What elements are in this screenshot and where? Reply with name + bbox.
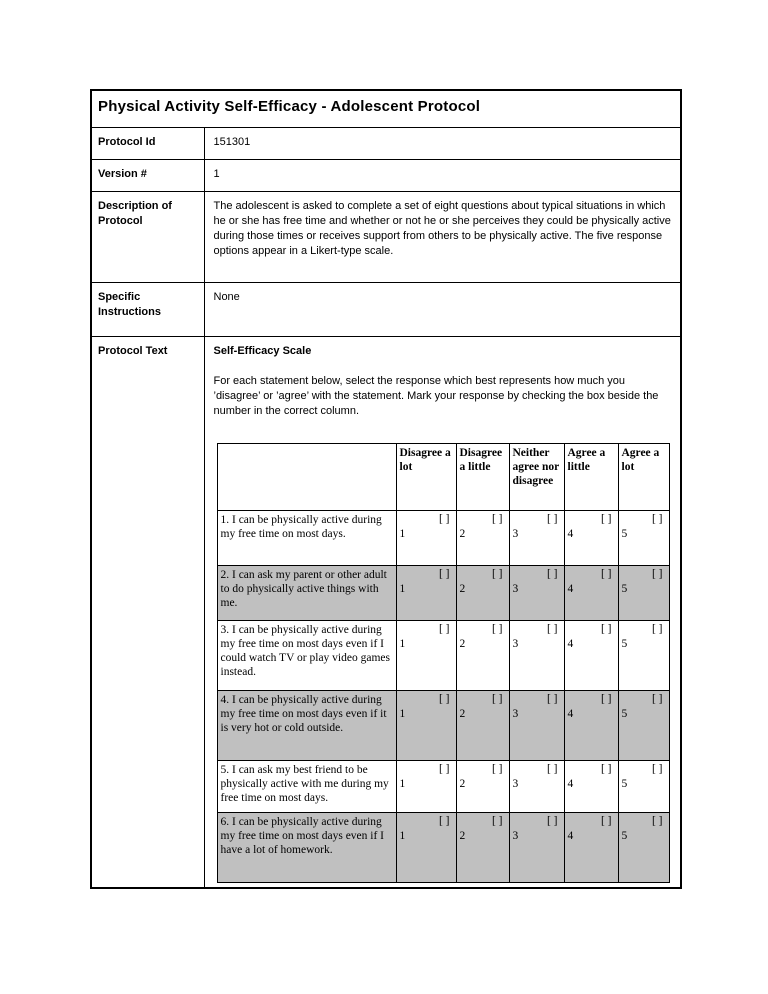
likert-row-1 [217,510,669,565]
checkbox-icon[interactable]: [ ] [491,762,503,775]
response-cell [564,760,618,812]
scale-number: 3 [512,637,519,650]
field-value-protocol-id: 151301 [204,127,681,159]
field-label-protocol-id: Protocol Id [91,127,204,159]
scale-number: 4 [567,777,574,790]
likert-header-row [217,443,669,510]
scale-number: 3 [512,829,519,842]
scale-instructions: For each statement below, select the response which best represents how much you ’disagree’ or ’agree’ with the statement. Mark your response by checking the box beside the number in the correct column. [213,374,659,417]
likert-row-6 [217,812,669,882]
scale-number: 2 [459,637,466,650]
scale-number: 1 [399,637,406,650]
checkbox-icon[interactable]: [ ] [651,692,663,705]
scale-number: 2 [459,707,466,720]
response-cell [396,565,456,620]
checkbox-icon[interactable]: [ ] [600,622,612,635]
statement-cell: 1. I can be physically active during my free time on most days. [217,510,396,565]
scale-number: 1 [399,582,406,595]
response-cell [456,510,509,565]
response-cell [509,620,564,690]
response-cell [456,812,509,882]
scale-number: 4 [567,582,574,595]
field-value-version: 1 [204,159,681,191]
field-label-description: Description of Protocol [91,191,204,282]
scale-number: 4 [567,829,574,842]
scale-number: 5 [621,637,628,650]
checkbox-icon[interactable]: [ ] [491,622,503,635]
scale-number: 1 [399,829,406,842]
scale-number: 4 [567,527,574,540]
scale-number: 5 [621,829,628,842]
scale-number: 2 [459,582,466,595]
scale-number: 2 [459,829,466,842]
checkbox-icon[interactable]: [ ] [438,567,450,580]
response-cell [509,760,564,812]
scale-number: 1 [399,707,406,720]
checkbox-icon[interactable]: [ ] [651,814,663,827]
checkbox-icon[interactable]: [ ] [600,762,612,775]
scale-number: 4 [567,707,574,720]
response-cell [509,565,564,620]
scale-number: 3 [512,777,519,790]
checkbox-icon[interactable]: [ ] [600,567,612,580]
title-row [91,90,681,127]
response-cell [509,812,564,882]
response-cell [456,690,509,760]
scale-heading: Self-Efficacy Scale [213,344,312,357]
checkbox-icon[interactable]: [ ] [438,622,450,635]
statement-cell: 4. I can be physically active during my free time on most days even if it is very hot or cold outside. [217,690,396,760]
scale-number: 1 [399,777,406,790]
likert-row-2 [217,565,669,620]
response-cell [564,690,618,760]
checkbox-icon[interactable]: [ ] [438,814,450,827]
response-cell [564,565,618,620]
scale-number: 2 [459,777,466,790]
checkbox-icon[interactable]: [ ] [651,762,663,775]
protocol-text-row [91,336,681,888]
scale-number: 2 [459,527,466,540]
protocol-document-table [90,89,682,889]
checkbox-icon[interactable]: [ ] [546,567,558,580]
protocol-text-content [204,336,681,888]
field-value-specific-instructions: None [204,282,681,336]
checkbox-icon[interactable]: [ ] [491,567,503,580]
field-row-description [91,191,681,282]
page-title: Physical Activity Self-Efficacy - Adolescent Protocol [91,90,681,127]
likert-row-4 [217,690,669,760]
scale-number: 3 [512,582,519,595]
scale-number: 5 [621,527,628,540]
response-cell [456,760,509,812]
response-cell [396,690,456,760]
scale-number: 3 [512,527,519,540]
checkbox-icon[interactable]: [ ] [600,814,612,827]
scale-number: 5 [621,777,628,790]
statement-cell: 2. I can ask my parent or other adult to do physically active things with me. [217,565,396,620]
response-cell [564,510,618,565]
response-cell [618,690,669,760]
checkbox-icon[interactable]: [ ] [546,814,558,827]
scale-number: 5 [621,707,628,720]
response-cell [564,620,618,690]
likert-column-header-2: Disagree a little [456,443,509,510]
response-cell [456,620,509,690]
checkbox-icon[interactable]: [ ] [651,512,663,525]
likert-column-header-1: Disagree a lot [396,443,456,510]
checkbox-icon[interactable]: [ ] [600,692,612,705]
scale-number: 4 [567,637,574,650]
checkbox-icon[interactable]: [ ] [651,567,663,580]
response-cell [396,620,456,690]
response-cell [618,565,669,620]
checkbox-icon[interactable]: [ ] [438,512,450,525]
response-cell [396,510,456,565]
scale-number: 1 [399,527,406,540]
checkbox-icon[interactable]: [ ] [491,814,503,827]
statement-cell: 5. I can ask my best friend to be physically active with me during my free time on most days. [217,760,396,812]
field-row-specific-instructions [91,282,681,336]
scale-number: 3 [512,707,519,720]
likert-table [217,443,670,883]
likert-column-header-5: Agree a lot [618,443,669,510]
field-row-version [91,159,681,191]
checkbox-icon[interactable]: [ ] [600,512,612,525]
field-value-description: The adolescent is asked to complete a set of eight questions about typical situations in which he or she has free time and whether or not he or she perceives they could be physically active during those times or receives support from others to be physically active. The five response options appear in a Likert-type scale. [204,191,681,282]
response-cell [509,510,564,565]
field-label-protocol-text: Protocol Text [91,336,204,888]
response-cell [456,565,509,620]
likert-row-3 [217,620,669,690]
response-cell [618,620,669,690]
likert-row-5 [217,760,669,812]
response-cell [618,510,669,565]
statement-cell: 3. I can be physically active during my free time on most days even if I could watch TV or play video games instead. [217,620,396,690]
field-row-protocol-id [91,127,681,159]
response-cell [618,760,669,812]
response-cell [509,690,564,760]
checkbox-icon[interactable]: [ ] [546,622,558,635]
response-cell [396,812,456,882]
response-cell [618,812,669,882]
field-label-version: Version # [91,159,204,191]
checkbox-icon[interactable]: [ ] [491,512,503,525]
likert-header-corner-cell [217,443,396,510]
statement-cell: 6. I can be physically active during my free time on most days even if I have a lot of homework. [217,812,396,882]
checkbox-icon[interactable]: [ ] [546,692,558,705]
checkbox-icon[interactable]: [ ] [651,622,663,635]
checkbox-icon[interactable]: [ ] [491,692,503,705]
response-cell [564,812,618,882]
likert-column-header-3: Neither agree nor disagree [509,443,564,510]
checkbox-icon[interactable]: [ ] [438,692,450,705]
checkbox-icon[interactable]: [ ] [546,512,558,525]
checkbox-icon[interactable]: [ ] [546,762,558,775]
scale-number: 5 [621,582,628,595]
response-cell [396,760,456,812]
checkbox-icon[interactable]: [ ] [438,762,450,775]
likert-column-header-4: Agree a little [564,443,618,510]
field-label-specific-instructions: Specific Instructions [91,282,204,336]
